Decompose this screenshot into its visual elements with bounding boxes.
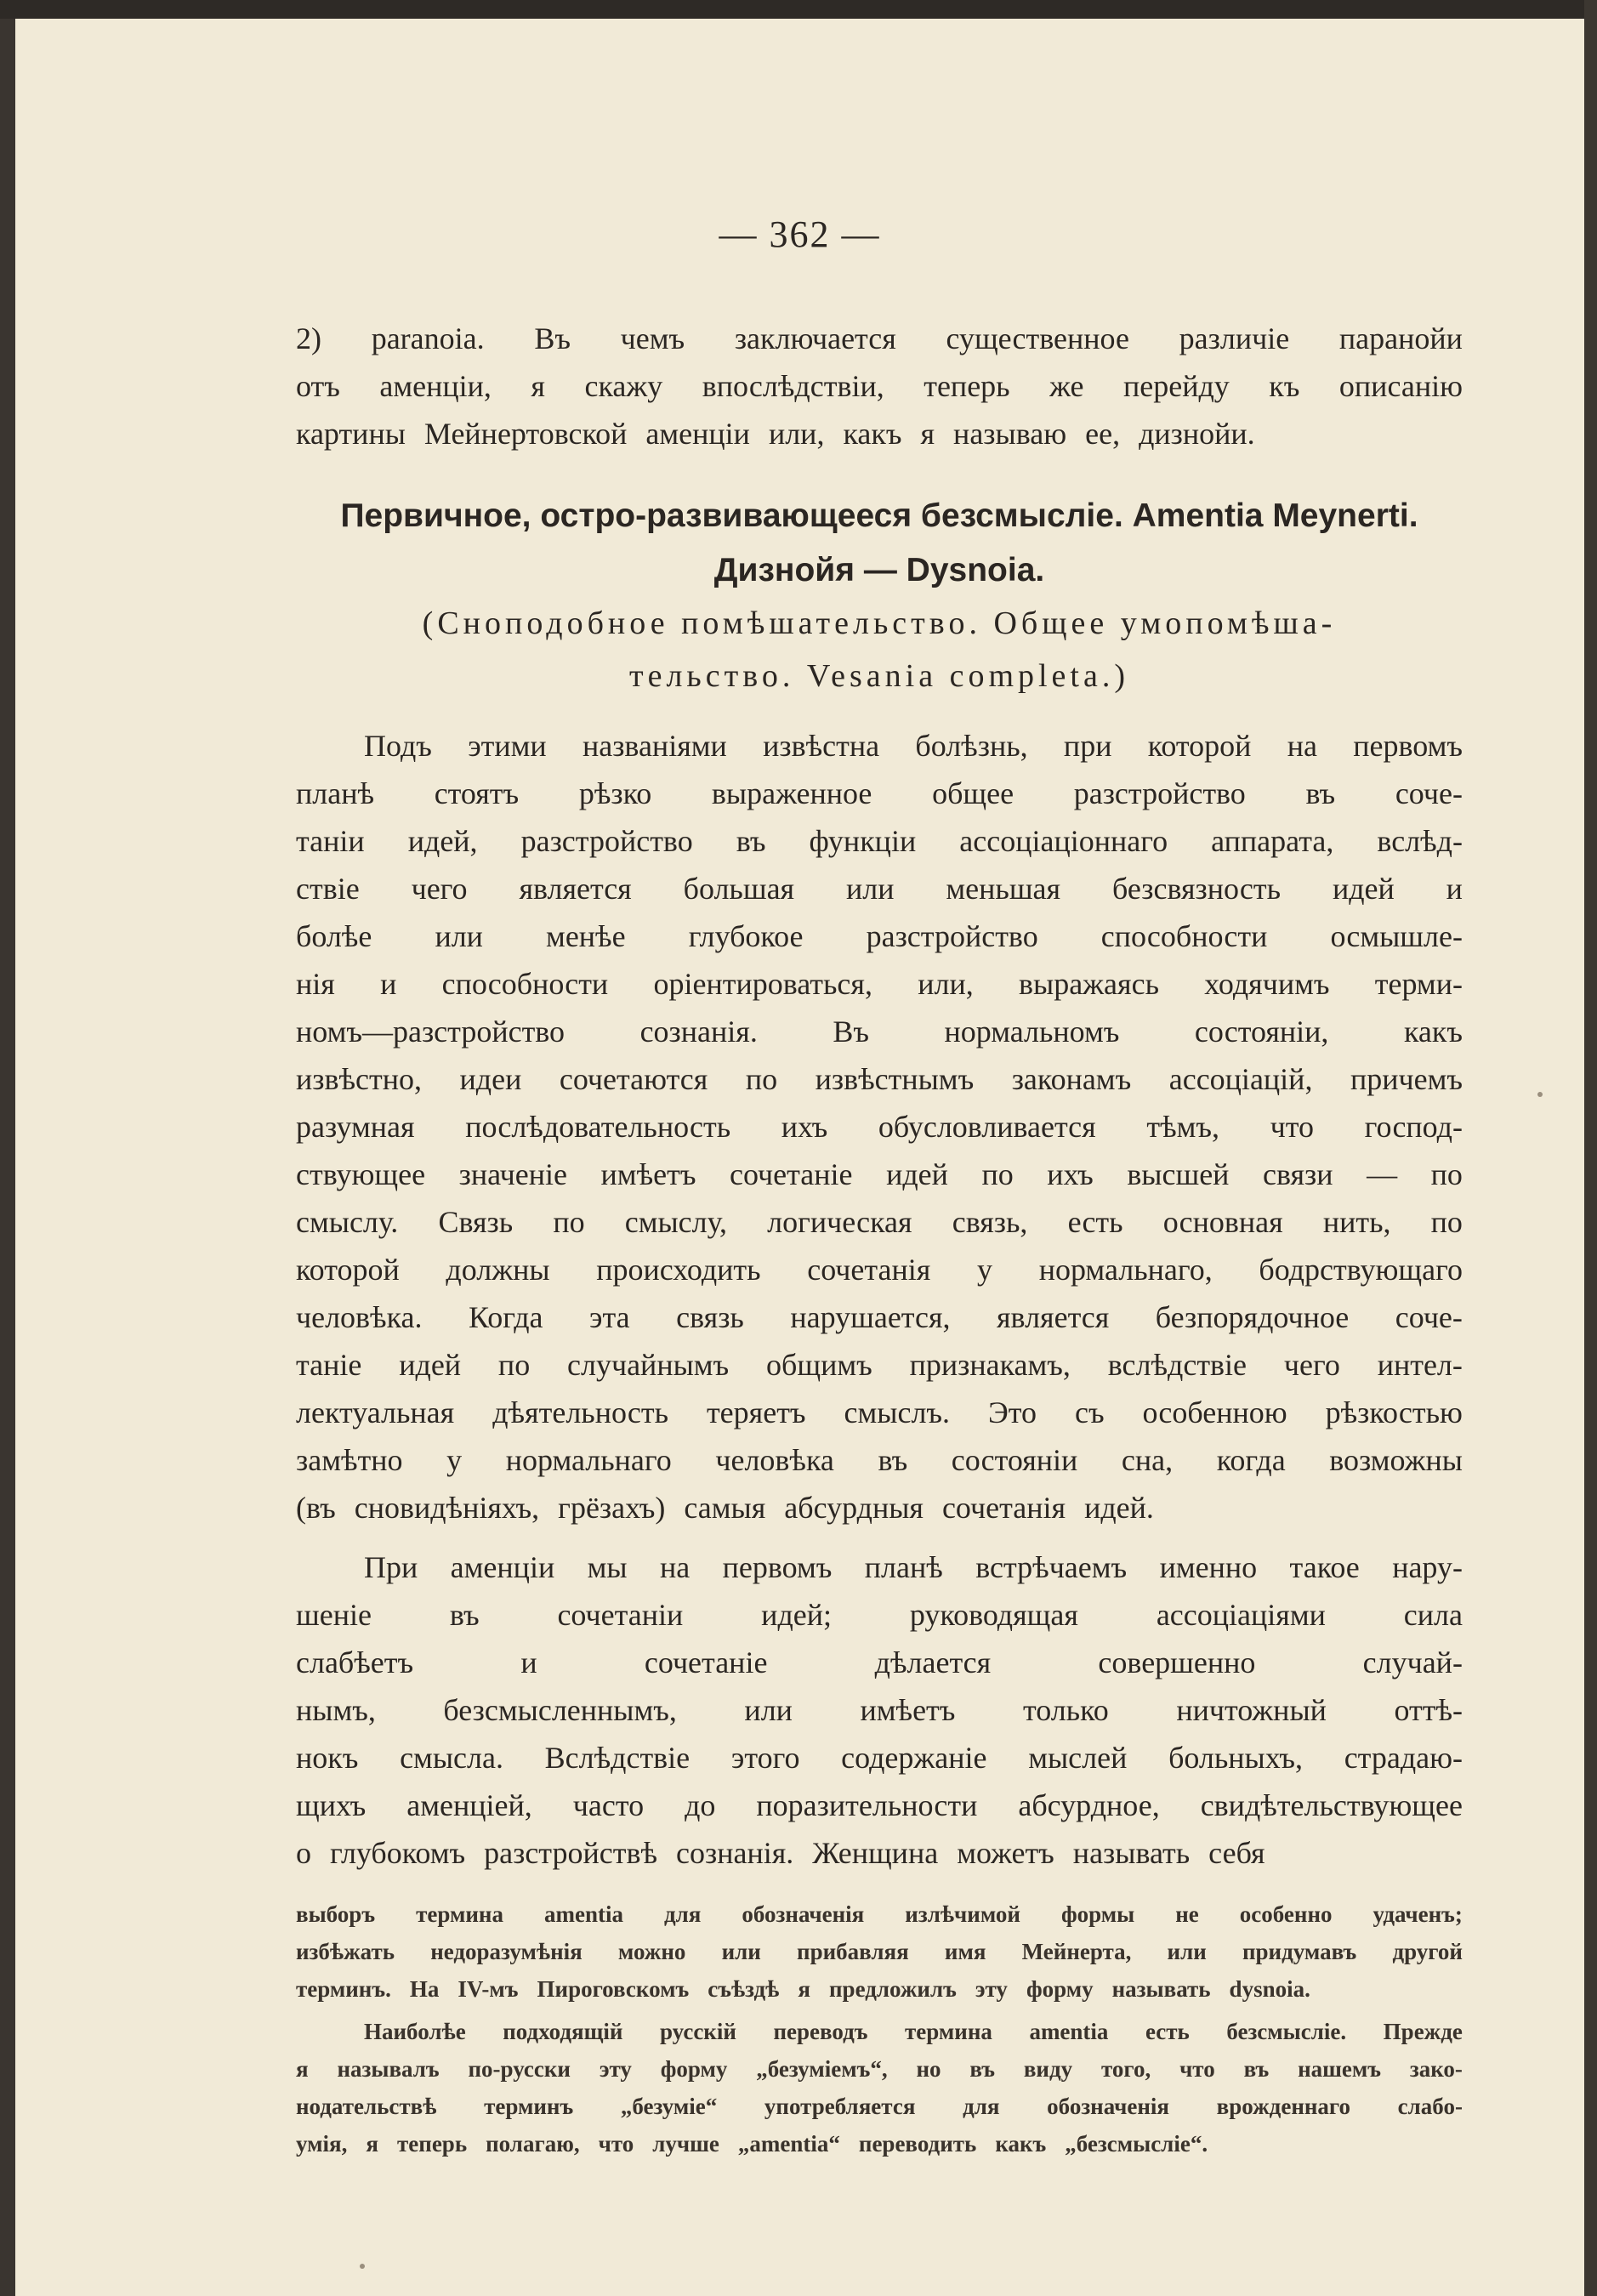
text-line: слабѣетъ и сочетаніе дѣлается совершенно случай- <box>296 1645 1463 1679</box>
text-line: избѣжать недоразумѣнія можно или прибавляя имя Мейнерта, или придумавъ другой <box>296 1939 1463 1964</box>
subtitle-line: (Сноподобное помѣшательство. Общее умопомѣша- <box>422 605 1337 641</box>
text-line: выборъ термина amentia для обозначенія излѣчимой формы не особенно удаченъ; <box>296 1901 1463 1927</box>
book-page <box>15 19 1584 2296</box>
text-line: нодательствѣ терминъ „безуміе“ употребляется для обозначенія врожденнаго слабо- <box>296 2094 1463 2119</box>
heading-line: Первичное, остро-развивающееся безсмысліе. Amentia Meynerti. <box>340 497 1418 534</box>
page-number: — 362 — <box>719 213 881 255</box>
text-line: номъ—разстройство сознанія. Въ нормальномъ состояніи, какъ <box>296 1014 1463 1049</box>
speck <box>1537 1092 1543 1097</box>
text-line: отъ аменціи, я скажу впослѣдствіи, теперь же перейду къ описанію <box>296 369 1463 403</box>
text-line: ствующее значеніе имѣетъ сочетаніе идей по ихъ высшей связи — по <box>296 1157 1463 1191</box>
text-line: лектуальная дѣятельность теряетъ смыслъ. Это съ особенною рѣзкостью <box>296 1395 1463 1429</box>
text-line: щихъ аменціей, часто до поразительности абсурдное, свидѣтельствующее <box>296 1788 1463 1822</box>
text-line: умія, я теперь полагаю, что лучше „amentia“ переводить какъ „безсмысліе“. <box>296 2131 1208 2157</box>
text-line: болѣе или менѣе глубокое разстройство способности осмышле- <box>296 919 1463 953</box>
text-line: При аменціи мы на первомъ планѣ встрѣчаемъ именно такое нару- <box>364 1550 1463 1584</box>
text-line: извѣстно, идеи сочетаются по извѣстнымъ законамъ ассоціацій, причемъ <box>296 1062 1463 1096</box>
text-line: я называлъ по-русски эту форму „безуміемъ“, но въ виду того, что въ нашемъ зако- <box>296 2056 1463 2082</box>
text-line: нія и способности оріентироваться, или, выражаясь ходячимъ терми- <box>296 967 1463 1001</box>
text-line: о глубокомъ разстройствѣ сознанія. Женщина можетъ называть себя <box>296 1836 1265 1870</box>
text-line: шеніе въ сочетаніи идей; руководящая ассоціаціями сила <box>296 1598 1463 1632</box>
intro-paragraph <box>296 315 1463 457</box>
text-line: человѣка. Когда эта связь нарушается, является безпорядочное соче- <box>296 1300 1463 1334</box>
footnote-1 <box>296 1895 1463 2008</box>
text-line: (въ сновидѣніяхъ, грёзахъ) самыя абсурдныя сочетанія идей. <box>296 1491 1154 1525</box>
text-line: которой должны происходить сочетанія у нормальнаго, бодрствующаго <box>296 1253 1463 1287</box>
text-line: планѣ стоятъ рѣзко выраженное общее разстройство въ сочe- <box>296 776 1463 810</box>
text-line: замѣтно у нормальнаго человѣка въ состояніи сна, когда возможны <box>296 1443 1463 1477</box>
text-line: 2) paranoia. Въ чемъ заключается существенное различіе паранойи <box>296 321 1463 355</box>
text-line: разумная послѣдовательность ихъ обусловливается тѣмъ, что господ- <box>296 1110 1463 1144</box>
body-text <box>296 722 1463 2162</box>
text-line: нымъ, безсмысленнымъ, или имѣетъ только ничтожный оттѣ- <box>296 1693 1463 1727</box>
scan-top-edge <box>0 0 1597 19</box>
subtitle-line: тельство. Vesania completa.) <box>628 658 1130 694</box>
text-line: таніе идей по случайнымъ общимъ признакамъ, вслѣдствіе чего интел- <box>296 1348 1463 1382</box>
paragraph-1 <box>296 722 1463 1532</box>
text-line: смыслу. Связь по смыслу, логическая связь, есть основная нить, по <box>296 1205 1463 1239</box>
text-line: терминъ. На IV-мъ Пироговскомъ съѣздѣ я предложилъ эту форму называть dysnoia. <box>296 1976 1310 2002</box>
scan-right-edge <box>1584 0 1597 2296</box>
text-line: нокъ смысла. Вслѣдствіе этого содержаніе мыслей больныхъ, страдаю- <box>296 1741 1463 1775</box>
text-line: таніи идей, разстройство въ функціи ассоціаціоннаго аппарата, вслѣд- <box>296 824 1463 858</box>
paragraph-2 <box>296 1543 1463 1877</box>
text-line: картины Мейнертовской аменціи или, какъ я называю ее, дизнойи. <box>296 417 1255 451</box>
text-line: Наиболѣе подходящій русскій переводъ термина amentia есть безсмысліе. Прежде <box>364 2019 1463 2044</box>
speck <box>360 2264 365 2269</box>
section-heading <box>296 489 1463 598</box>
footnote-2 <box>296 2013 1463 2162</box>
text-line: Подъ этими названіями извѣстна болѣзнь, при которой на первомъ <box>364 729 1463 763</box>
text-line: ствіе чего является большая или меньшая безсвязность идей и <box>296 872 1463 906</box>
heading-line: Дизнойя — Dysnoia. <box>713 552 1045 588</box>
section-subtitle <box>296 597 1463 702</box>
